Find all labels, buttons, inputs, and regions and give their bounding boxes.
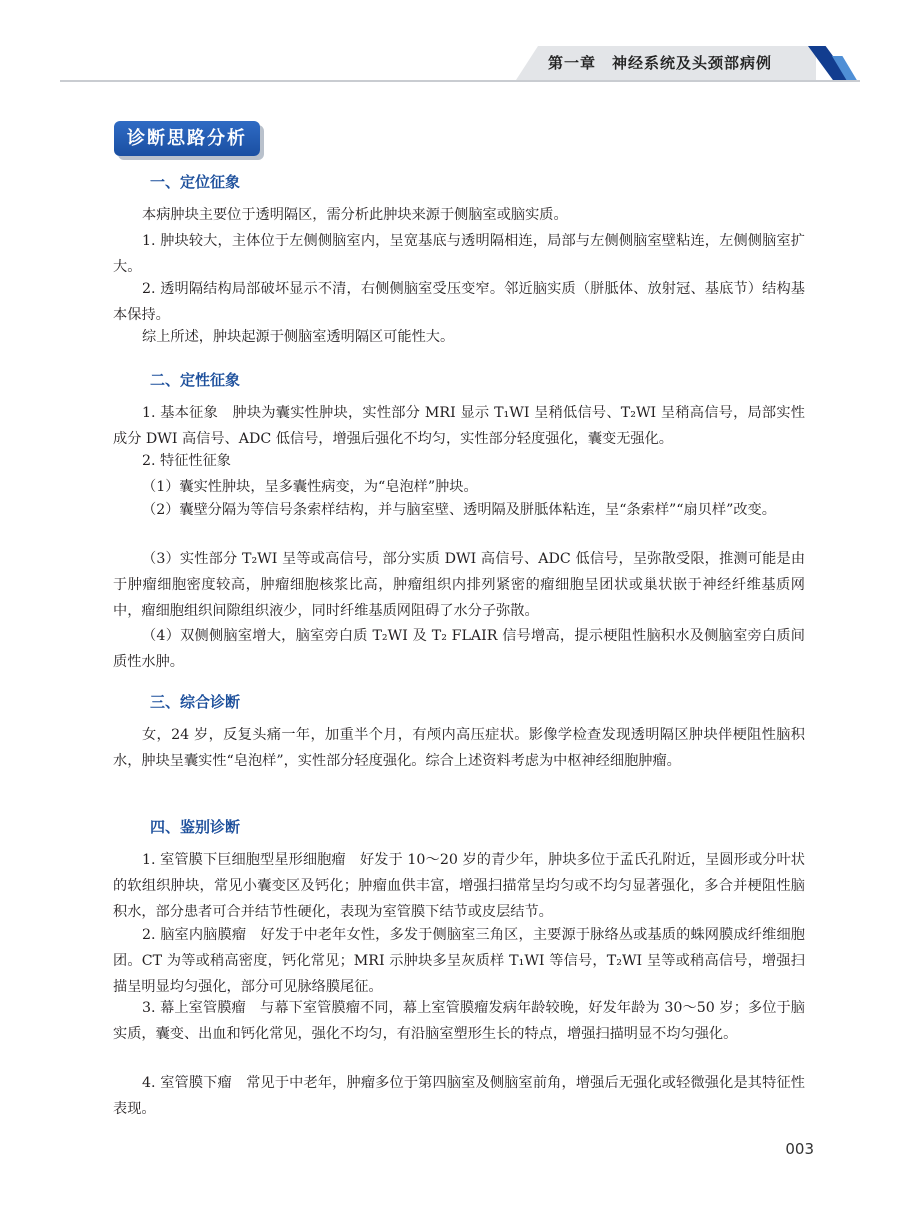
section-banner [114,121,260,156]
header-rule [60,80,860,82]
paragraph: （3）实性部分 T₂WI 呈等或高信号，部分实质 DWI 高信号、ADC 低信号，呈弥散受限，推测可能是由于肿瘤细胞密度较高，肿瘤细胞核浆比高，肿瘤组织内排列紧密的瘤细胞呈团状或巢状嵌于神经纤维基质网中，瘤细胞组织间隙组织液少，同时纤维基质网阻碍了水分子弥散。 [113,551,806,619]
paragraph: 2. 脑室内脑膜瘤 好发于中老年女性，多发于侧脑室三角区，主要源于脉络丛或基质的蛛网膜成纤维细胞团。CT 为等或稍高密度，钙化常见；MRI 示肿块多呈灰质样 T₁WI 等信号，T₂WI 呈等或稍高信号，增强扫描呈明显均匀强化，部分可见脉络膜尾征。 [113,927,805,995]
paragraph: 综上所述，肿块起源于侧脑室透明隔区可能性大。 [142,329,455,345]
paragraph: 1. 肿块较大，主体位于左侧侧脑室内，呈宽基底与透明隔相连，局部与左侧侧脑室壁粘连，左侧侧脑室扩大。 [113,233,805,275]
paragraph: （4）双侧侧脑室增大，脑室旁白质 T₂WI 及 T₂ FLAIR 信号增高，提示梗阻性脑积水及侧脑室旁白质间质性水肿。 [113,628,805,670]
paragraph: 2. 透明隔结构局部破坏显示不清，右侧侧脑室受压变窄。邻近脑实质（胼胝体、放射冠、基底节）结构基本保持。 [113,281,805,323]
running-header [0,0,900,84]
paragraph: 1. 室管膜下巨细胞型星形细胞瘤 好发于 10～20 岁的青少年，肿块多位于孟氏孔附近，呈圆形或分叶状的软组织肿块，常见小囊变区及钙化；肿瘤血供丰富，增强扫描常呈均匀或不均匀显著强化，多合并梗阻性脑积水，部分患者可合并结节性硬化，表现为室管膜下结节或皮层结节。 [113,852,805,920]
page-number: 003 [785,1140,814,1158]
paragraph: （2）囊壁分隔为等信号条索样结构，并与脑室壁、透明隔及胼胝体粘连，呈“条索样”“扇贝样”改变。 [142,502,776,518]
paragraph: 4. 室管膜下瘤 常见于中老年，肿瘤多位于第四脑室及侧脑室前角，增强后无强化或轻微强化是其特征性表现。 [113,1075,805,1117]
paragraph: 2. 特征性征象 [142,453,231,469]
paragraph: 1. 基本征象 肿块为囊实性肿块，实性部分 MRI 显示 T₁WI 呈稍低信号、T₂WI 呈稍高信号，局部实性成分 DWI 高信号、ADC 低信号，增强后强化不均匀，实性部分轻度强化，囊变无强化。 [113,405,805,447]
paragraph: 3. 幕上室管膜瘤 与幕下室管膜瘤不同，幕上室管膜瘤发病年龄较晚，好发年龄为 30～50 岁；多位于脑实质，囊变、出血和钙化常见，强化不均匀，有沿脑室塑形生长的特点，增强扫描明显不均匀强化。 [113,1000,805,1042]
paragraph: （1）囊实性肿块，呈多囊性病变，为“皂泡样”肿块。 [142,479,478,495]
section-heading-localization: 一、定位征象 [150,173,241,191]
paragraph: 本病肿块主要位于透明隔区，需分析此肿块来源于侧脑室或脑实质。 [142,207,568,223]
banner-label: 诊断思路分析 [127,128,247,149]
section-heading-diagnosis: 三、综合诊断 [150,693,241,711]
section-heading-differential: 四、鉴别诊断 [150,818,241,836]
paragraph: 女，24 岁，反复头痛一年，加重半个月，有颅内高压症状。影像学检查发现透明隔区肿块伴梗阻性脑积水，肿块呈囊实性“皂泡样”，实性部分轻度强化。综合上述资料考虑为中枢神经细胞肿瘤。 [113,727,805,769]
section-heading-characterization: 二、定性征象 [150,371,241,389]
chapter-title: 第一章 神经系统及头颈部病例 [548,54,773,72]
